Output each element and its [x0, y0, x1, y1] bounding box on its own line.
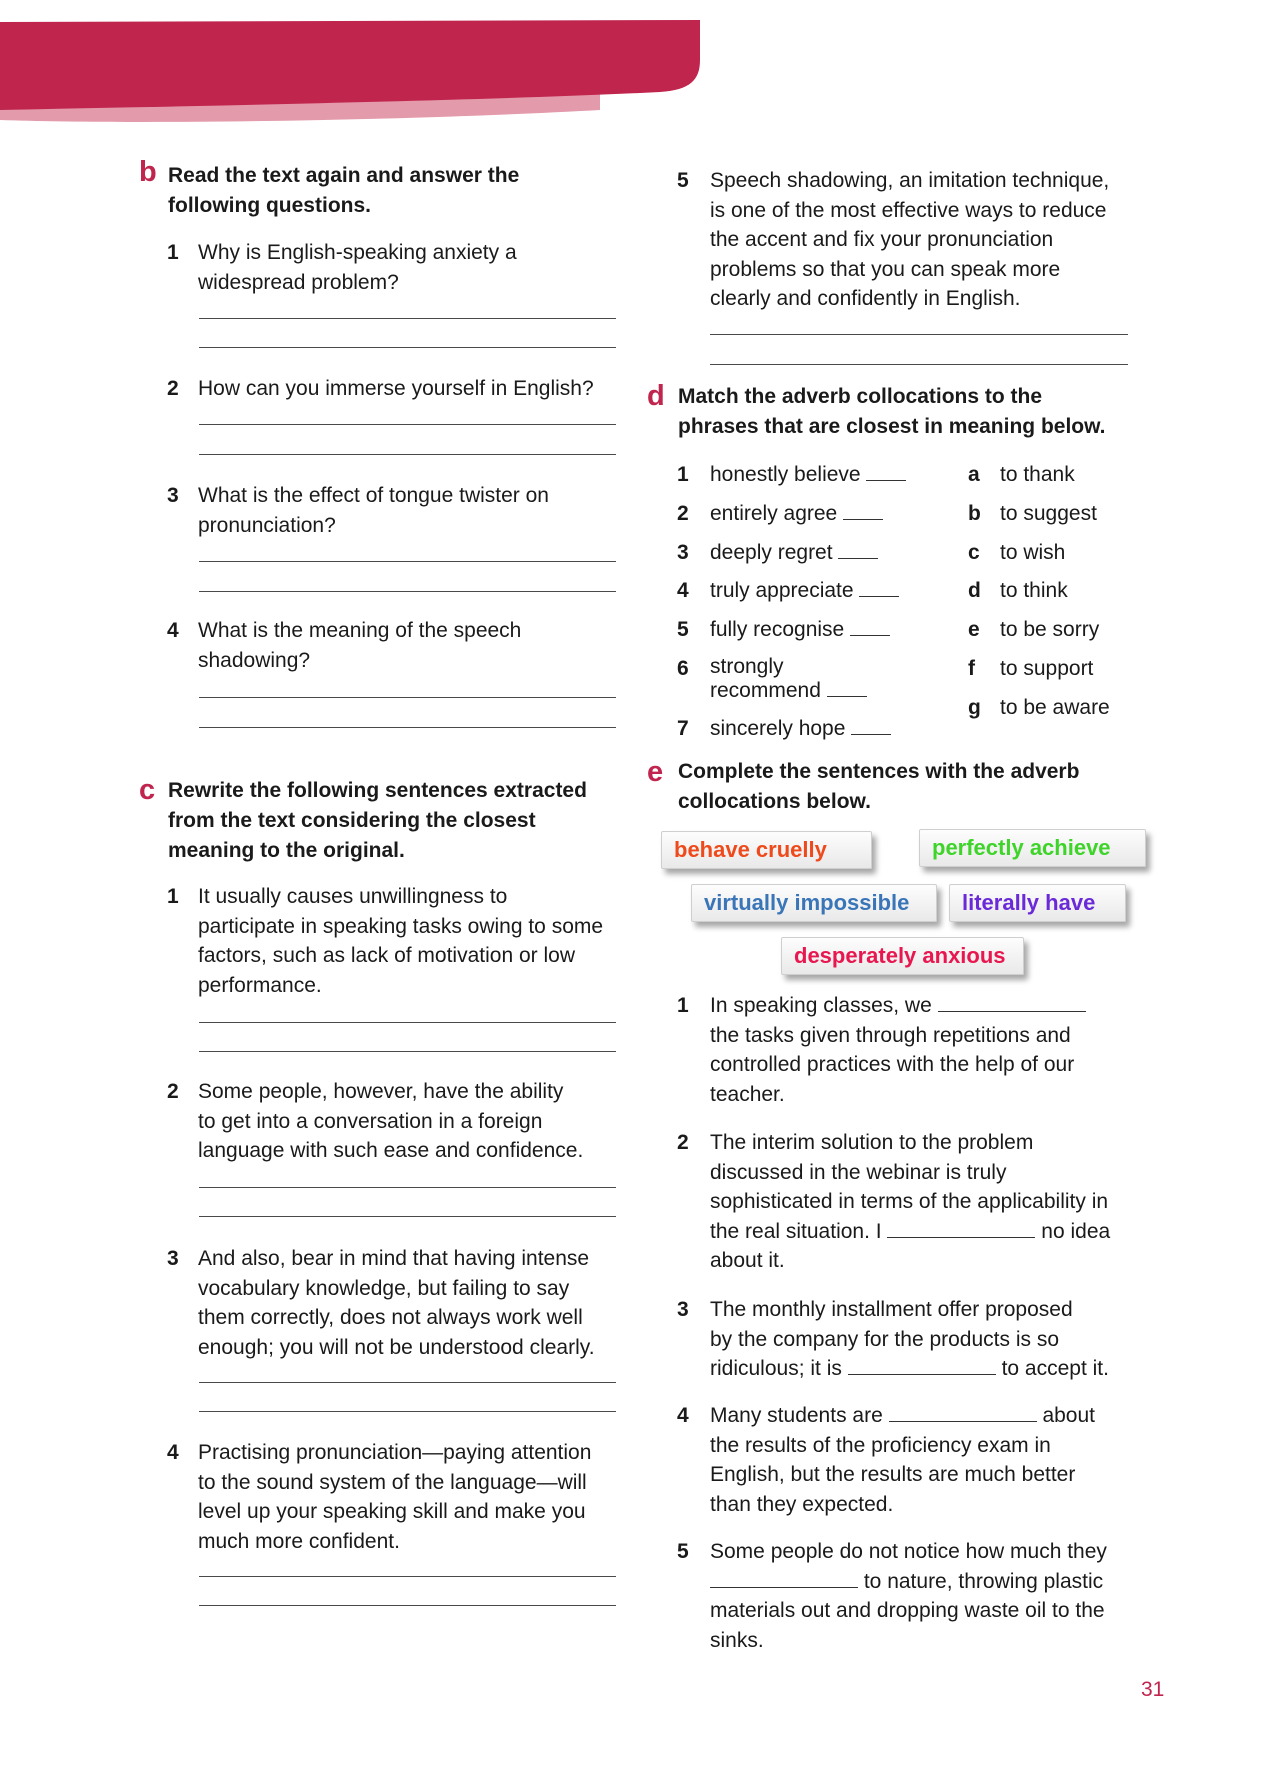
answer-line[interactable] — [199, 561, 616, 562]
word-chip[interactable] — [691, 884, 937, 922]
match-letter: g — [968, 696, 981, 719]
question-text: Why is English-speaking anxiety a widespread problem? — [198, 241, 517, 294]
match-option: to wish — [1000, 541, 1066, 564]
sentence-text: Many students are about the results of the proficiency exam in English, but the results are much better than they expected. — [710, 1404, 1096, 1516]
answer-blank[interactable] — [859, 578, 899, 597]
section-d-letter: d — [647, 380, 665, 412]
question-text: How can you immerse yourself in English? — [198, 377, 594, 400]
match-item: honestly believe — [710, 462, 906, 488]
question-text: What is the effect of tongue twister on pronunciation? — [198, 484, 549, 537]
answer-blank[interactable] — [843, 501, 883, 520]
answer-line[interactable] — [199, 727, 616, 728]
match-letter: f — [968, 657, 975, 680]
match-option: to thank — [1000, 463, 1075, 486]
answer-blank[interactable] — [887, 1219, 1035, 1238]
section-c-letter: c — [139, 774, 156, 806]
section-c-title: Rewrite the following sentences extracted from the text considering the closest meaning to the original. — [168, 779, 587, 862]
page-number: 31 — [1141, 1678, 1165, 1701]
section-d-title: Match the adverb collocations to the phrases that are closest in meaning below. — [678, 385, 1106, 438]
answer-line[interactable] — [199, 1576, 616, 1577]
answer-line[interactable] — [199, 1051, 616, 1052]
match-item: strongly recommend — [710, 656, 867, 702]
item-number: 3 — [167, 1247, 179, 1270]
match-number: 1 — [677, 463, 689, 486]
answer-line[interactable] — [199, 454, 616, 455]
match-item: deeply regret — [710, 540, 878, 566]
item-text: And also, bear in mind that having intense vocabulary knowledge, but failing to say them correctly, does not always work well enough; you will not be understood clearly. — [198, 1247, 595, 1359]
section-b-letter: b — [139, 156, 157, 188]
word-chip[interactable] — [949, 884, 1126, 922]
answer-line[interactable] — [199, 591, 616, 592]
answer-blank[interactable] — [851, 716, 891, 735]
question-number: 1 — [167, 241, 179, 264]
chip-label: perfectly achieve — [932, 835, 1111, 860]
answer-line[interactable] — [199, 1216, 616, 1217]
answer-line[interactable] — [710, 334, 1128, 335]
item-text: Some people, however, have the ability to get into a conversation in a foreign language with such ease and confidence. — [198, 1080, 584, 1162]
word-chip[interactable] — [919, 829, 1146, 867]
chip-label: literally have — [962, 890, 1096, 915]
match-letter: a — [968, 463, 980, 486]
match-number: 7 — [677, 717, 689, 740]
chip-label: behave cruelly — [674, 837, 827, 862]
answer-blank[interactable] — [838, 540, 878, 559]
question-text: Speech shadowing, an imitation technique, is one of the most effective ways to reduce the accent and fix your pronunciation problems so that you can speak more clearly and confidently in English. — [710, 169, 1110, 310]
item-number: 1 — [167, 885, 179, 908]
answer-line[interactable] — [199, 424, 616, 425]
answer-blank[interactable] — [889, 1403, 1037, 1422]
sentence-text: The monthly installment offer proposed by the company for the products is so ridiculous; it is to accept it. — [710, 1298, 1109, 1380]
answer-line[interactable] — [199, 1022, 616, 1023]
answer-line[interactable] — [199, 1411, 616, 1412]
item-text: It usually causes unwillingness to participate in speaking tasks owing to some factors, such as lack of motivation or low performance. — [198, 885, 604, 997]
answer-blank[interactable] — [848, 1356, 996, 1375]
chip-label: desperately anxious — [794, 943, 1006, 968]
sentence-text: The interim solution to the problem discussed in the webinar is truly sophisticated in terms of the applicability in the real situation. I no idea about it. — [710, 1131, 1111, 1272]
question-number: 5 — [677, 169, 689, 192]
match-item: sincerely hope — [710, 716, 891, 742]
sentence-number: 5 — [677, 1540, 689, 1563]
sentence-number: 4 — [677, 1404, 689, 1427]
sentence-text: Some people do not notice how much they to nature, throwing plastic materials out and dropping waste oil to the sinks. — [710, 1540, 1107, 1652]
match-number: 6 — [677, 657, 689, 680]
question-text: What is the meaning of the speech shadowing? — [198, 619, 522, 672]
question-number: 4 — [167, 619, 179, 642]
answer-line[interactable] — [199, 347, 616, 348]
match-number: 3 — [677, 541, 689, 564]
answer-blank[interactable] — [850, 617, 890, 636]
chip-label: virtually impossible — [704, 890, 910, 915]
answer-line[interactable] — [199, 318, 616, 319]
answer-blank[interactable] — [938, 993, 1086, 1012]
answer-line[interactable] — [199, 1605, 616, 1606]
match-option: to suggest — [1000, 502, 1097, 525]
match-letter: d — [968, 579, 981, 602]
question-number: 2 — [167, 377, 179, 400]
sentence-number: 1 — [677, 994, 689, 1017]
word-chip[interactable] — [661, 831, 872, 869]
answer-line[interactable] — [199, 1187, 616, 1188]
item-number: 2 — [167, 1080, 179, 1103]
answer-blank[interactable] — [710, 1569, 858, 1588]
match-number: 5 — [677, 618, 689, 641]
match-option: to support — [1000, 657, 1094, 680]
match-item: fully recognise — [710, 617, 890, 643]
section-e-title: Complete the sentences with the adverb collocations below. — [678, 760, 1080, 813]
match-number: 2 — [677, 502, 689, 525]
answer-blank[interactable] — [827, 678, 867, 697]
match-option: to be sorry — [1000, 618, 1100, 641]
header-banner — [0, 0, 1276, 140]
section-e-letter: e — [647, 756, 664, 788]
section-b-title: Read the text again and answer the following questions. — [168, 164, 520, 217]
match-letter: b — [968, 502, 981, 525]
match-number: 4 — [677, 579, 689, 602]
match-option: to think — [1000, 579, 1068, 602]
answer-line[interactable] — [199, 1382, 616, 1383]
item-number: 4 — [167, 1441, 179, 1464]
match-item: truly appreciate — [710, 578, 899, 604]
match-item: entirely agree — [710, 501, 883, 527]
answer-line[interactable] — [710, 364, 1128, 365]
match-letter: c — [968, 541, 980, 564]
question-number: 3 — [167, 484, 179, 507]
sentence-number: 2 — [677, 1131, 689, 1154]
item-text: Practising pronunciation—paying attention to the sound system of the language—will level up your speaking skill and make you much more confident. — [198, 1441, 592, 1553]
word-chip[interactable] — [781, 937, 1024, 975]
match-option: to be aware — [1000, 696, 1110, 719]
sentence-number: 3 — [677, 1298, 689, 1321]
answer-line[interactable] — [199, 697, 616, 698]
answer-blank[interactable] — [866, 462, 906, 481]
match-letter: e — [968, 618, 980, 641]
sentence-text: In speaking classes, we the tasks given through repetitions and controlled practices with the help of our teacher. — [710, 991, 1086, 1109]
